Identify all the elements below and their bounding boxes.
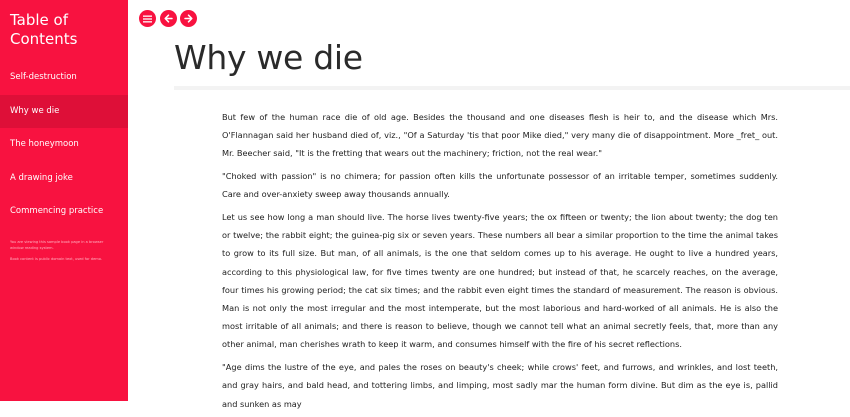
toc-item-self-destruction[interactable]: Self-destruction <box>10 72 77 82</box>
page-title: Why we die <box>174 38 363 77</box>
hamburger-menu-icon <box>143 15 152 23</box>
sidebar-footnote-line: You are viewing this sample book page in a browser window reading system. <box>10 239 104 250</box>
article-paragraph: But few of the human race die of old age. Besides the thousand and one diseases flesh is heir to, and the disease which Mrs. O'Flannagan said her husband died of, viz., "Of a Saturday 'tis that poor Mike died," very many die of disappointment. More _fret_ out. Mr. Beecher said, "It is the fretting that wears out the machinery; friction, not the real wear." <box>222 112 778 159</box>
article-paragraph: "Choked with passion" is no chimera; for passion often kills the unfortunate possessor of an irritable temper, sometimes suddenly. Care and over-anxiety sweep away thousands annually. <box>222 171 778 200</box>
toc-list <box>0 61 128 229</box>
toc-item-commencing-practice[interactable]: Commencing practice <box>10 206 104 216</box>
sidebar-footnote-line: Book content is public domain text, used for demo. <box>10 256 103 261</box>
reader-toolbar <box>139 10 197 28</box>
previous-button[interactable] <box>160 10 177 27</box>
toc-item-the-honeymoon[interactable]: The honeymoon <box>10 139 79 149</box>
arrow-left-icon <box>164 14 173 23</box>
article-paragraph: Let us see how long a man should live. The horse lives twenty-five years; the ox fifteen or twenty; the lion about twenty; the dog ten or twelve; the rabbit eight; the guinea-pig six or seven years. These numbers all bear a similar proportion to the time the animal takes to grow to its full size. But man, of all animals, is the one that seldom comes up to his average. He ought to live a hundred years, according to this physiological law, for five times twenty are one hundred; but instead of that, he scarcely reaches, on the average, four times his growing period; the cat six times; and the rabbit even eight times the standard of measurement. The reason is obvious. Man is not only the most irregular and the most intemperate, but the most laborious and hard-worked of all animals. He is also the most irritable of all animals; and there is reason to believe, though we cannot tell what an animal secretly feels, that, more than any other animal, man cherishes wrath to keep it warm, and consumes himself with the fire of his secret reflections. <box>222 212 778 350</box>
toc-item-why-we-die[interactable]: Why we die <box>0 95 128 129</box>
next-button[interactable] <box>180 10 197 27</box>
article-paragraph: "Age dims the lustre of the eye, and pales the roses on beauty's cheek; while crows' feet, and furrows, and wrinkles, and lost teeth, and gray hairs, and bald head, and tottering limbs, and limping, most sadly mar the human form divine. But dim as the eye is, pallid and sunken as may <box>222 362 778 409</box>
toc-title: Table of Contents <box>10 11 78 48</box>
arrow-right-icon <box>184 14 193 23</box>
title-divider <box>174 86 850 90</box>
table-of-contents-sidebar <box>0 0 128 401</box>
toc-item-a-drawing-joke[interactable]: A drawing joke <box>10 172 73 183</box>
article-body <box>222 108 778 417</box>
menu-button[interactable] <box>139 10 156 27</box>
sidebar-footnote <box>0 229 128 262</box>
